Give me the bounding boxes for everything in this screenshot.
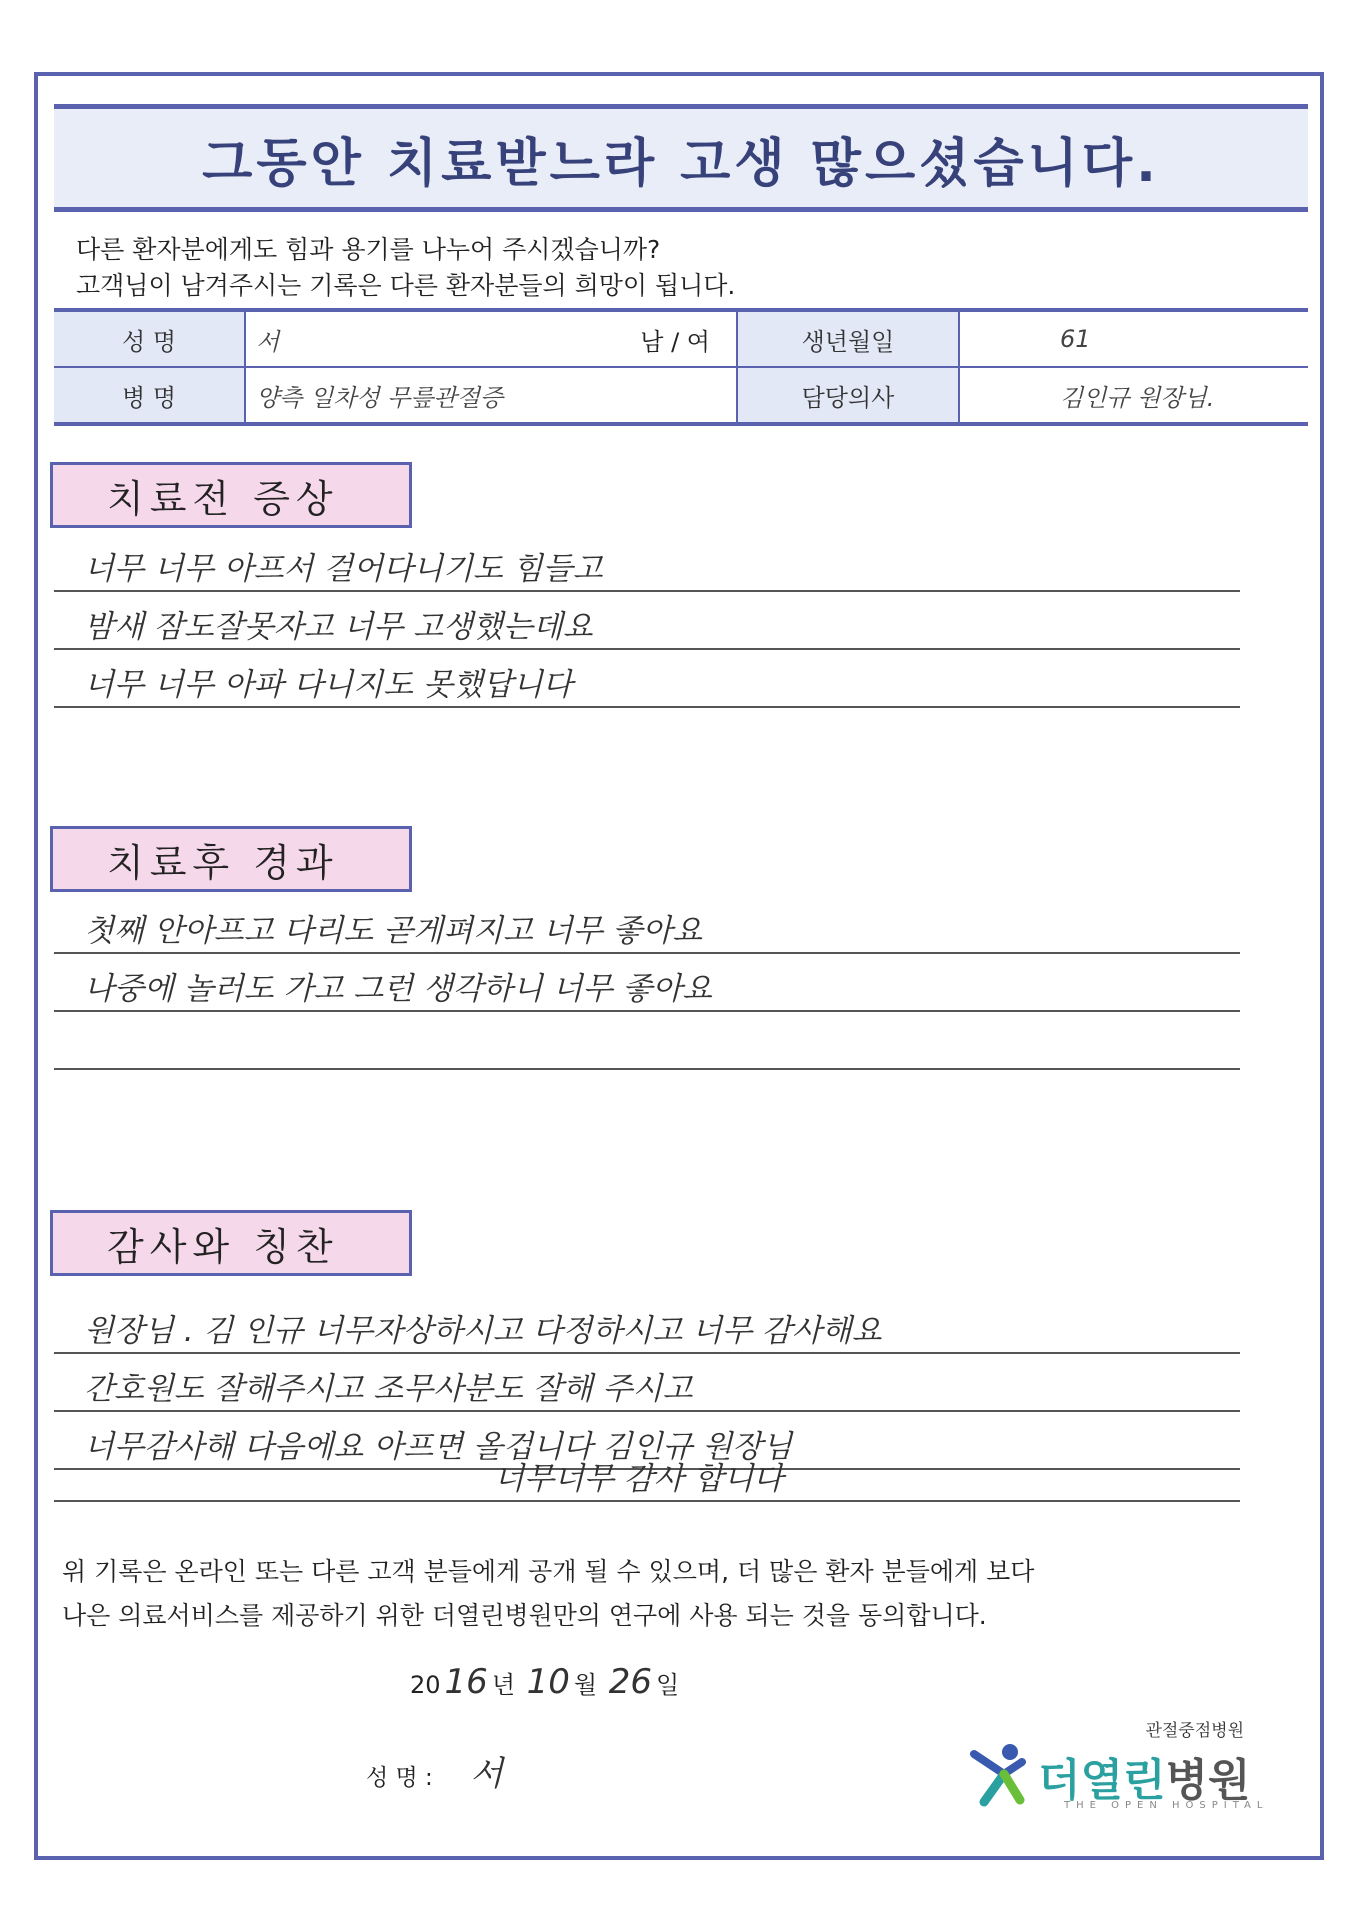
consent-line: 나은 의료서비스를 제공하기 위한 더열린병원만의 연구에 사용 되는 것을 동의합니다. [62,1601,987,1630]
after-lines [54,896,1240,1070]
ruled-line: 밤새 잠도잘못자고 너무 고생했는데요 [54,592,1240,650]
birth-label: 생년월일 [737,310,959,367]
ruled-line: 원장님 . 김 인규 너무자상하시고 다정하시고 너무 감사해요 [54,1296,1240,1354]
page-title: 그동안 치료받느라 고생 많으셨습니다. [202,133,1160,194]
title-band [54,104,1308,212]
thanks-lines [54,1296,1240,1502]
birth-value: 61 [959,310,1308,367]
before-heading: 치료전 증상 [50,462,412,528]
name-cell [245,310,737,367]
signature-label: 성 명 : [366,1765,433,1791]
ruled-line: 나중에 놀러도 가고 그런 생각하니 너무 좋아요 [54,954,1240,1012]
ruled-line: 너무 너무 아프서 걸어다니기도 힘들고 [54,534,1240,592]
logo-subtitle: 관절중점병원 [1145,1721,1244,1741]
name-value: 서 [256,327,280,356]
ruled-line: 너무너무 감사 합니다 [54,1470,1240,1502]
hospital-logo [964,1716,1269,1826]
disease-value: 양측 일차성 무릎관절증 [245,367,737,424]
intro-line: 다른 환자분에게도 힘과 용기를 나누어 주시겠습니까? [76,235,661,264]
name-label: 성 명 [54,310,245,367]
ruled-line: 첫째 안아프고 다리도 곧게펴지고 너무 좋아요 [54,896,1240,954]
disease-label: 병 명 [54,367,245,424]
doctor-value: 김인규 원장님. [959,367,1308,424]
after-heading: 치료후 경과 [50,826,412,892]
consent-line: 위 기록은 온라인 또는 다른 고객 분들에게 공개 될 수 있으며, 더 많은 환자 분들에게 보다 [62,1557,1035,1586]
doctor-label: 담당의사 [737,367,959,424]
consent-text [62,1550,1034,1638]
gender-select: 남 / 여 [640,327,710,356]
ruled-line: 간호원도 잘해주시고 조무사분도 잘해 주시고 [54,1354,1240,1412]
signature-line [366,1746,503,1795]
ruled-line: 너무 너무 아파 다니지도 못했답니다 [54,650,1240,708]
logo-figure-icon [964,1740,1034,1810]
thanks-heading: 감사와 칭찬 [50,1210,412,1276]
intro-text [76,232,735,304]
logo-name: 더열린병원 [1038,1755,1251,1806]
date-line: 20 16 년 10 월 26 일 [410,1662,680,1702]
before-lines [54,534,1240,708]
intro-line: 고객님이 남겨주시는 기록은 다른 환자분들의 희망이 됩니다. [76,271,736,300]
logo-english: THE OPEN HOSPITAL [1064,1800,1269,1811]
patient-info-table [54,308,1308,426]
ruled-line: 너무감사해 다음에요 아프면 올겁니다 김인규 원장님 [54,1412,1240,1470]
signature-value: 서 [470,1754,503,1794]
ruled-line [54,1012,1240,1070]
